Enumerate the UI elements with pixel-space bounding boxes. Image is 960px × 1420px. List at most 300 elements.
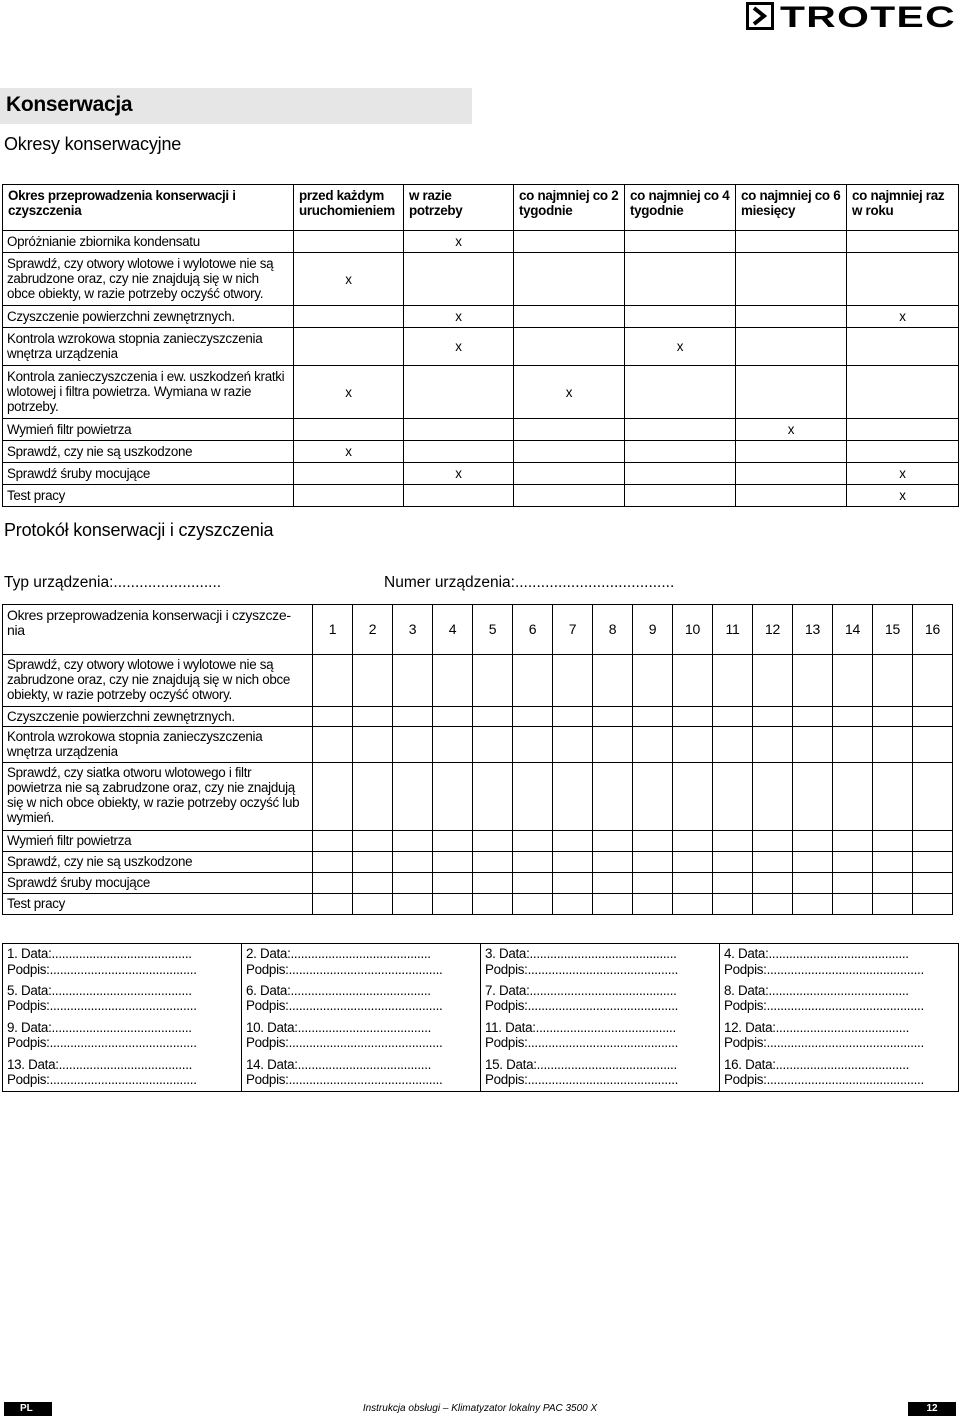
log-task: Test pracy — [3, 894, 313, 915]
signature-row — [3, 1055, 959, 1092]
log-cell — [673, 894, 713, 915]
date-field: 5. Data:......................................... — [7, 982, 192, 998]
date-field: 6. Data:......................................... — [246, 982, 431, 998]
log-cell — [313, 852, 353, 873]
signature-cell — [3, 1018, 242, 1055]
log-cell — [433, 707, 473, 727]
log-cell — [433, 763, 473, 831]
date-field: 2. Data:......................................... — [246, 946, 431, 961]
log-cell — [633, 873, 673, 894]
log-cell — [713, 873, 753, 894]
log-cell — [793, 831, 833, 852]
log-cell — [673, 763, 713, 831]
log-cell — [353, 873, 393, 894]
table-row — [3, 763, 953, 831]
schedule-mark — [847, 231, 959, 253]
log-cell — [793, 655, 833, 707]
log-cell — [353, 831, 393, 852]
log-cell — [713, 852, 753, 873]
log-cell — [313, 873, 353, 894]
date-field: 7. Data:........................................... — [485, 982, 677, 998]
schedule-mark: x — [736, 419, 847, 441]
log-cell — [913, 727, 953, 763]
log-cell — [673, 727, 713, 763]
table-row — [3, 873, 953, 894]
signature-field: Podpis:.............................................. — [724, 998, 924, 1013]
log-cell — [513, 894, 553, 915]
schedule-mark — [514, 463, 625, 485]
log-cell — [513, 873, 553, 894]
date-field: 15. Data:......................................... — [485, 1056, 677, 1072]
device-type-field: Typ urządzenia:......................... — [4, 574, 222, 591]
schedule-mark — [847, 253, 959, 306]
log-cell — [473, 655, 513, 707]
schedule-mark: x — [625, 328, 736, 366]
log-task: Sprawdź, czy siatka otworu wlotowego i filtr powietrza nie są zabrudzone oraz, czy nie znajdują się w nich obce obiekty, w razie potrzeby oczyść lub wymień. — [3, 763, 313, 831]
signature-field: Podpis:........................................... — [7, 961, 197, 977]
schedule-mark: x — [847, 306, 959, 328]
log-task: Wymień filtr powietrza — [3, 831, 313, 852]
log-cell — [393, 763, 433, 831]
log-cell — [753, 873, 793, 894]
schedule-mark — [736, 328, 847, 366]
signature-field: Podpis:........................................... — [7, 1072, 197, 1087]
log-header-number: 3 — [393, 605, 433, 655]
log-cell — [353, 655, 393, 707]
log-cell — [473, 727, 513, 763]
schedule-mark — [625, 253, 736, 306]
log-cell — [593, 894, 633, 915]
log-cell — [633, 655, 673, 707]
log-cell — [793, 894, 833, 915]
schedule-mark — [625, 306, 736, 328]
date-field: 8. Data:......................................... — [724, 982, 909, 998]
log-header-number: 10 — [673, 605, 713, 655]
log-cell — [553, 852, 593, 873]
log-cell — [873, 763, 913, 831]
page-title: Konserwacja — [6, 93, 133, 116]
log-header-number: 6 — [513, 605, 553, 655]
log-header-number: 11 — [713, 605, 753, 655]
date-field: 12. Data:....................................... — [724, 1019, 910, 1035]
schedule-mark — [514, 231, 625, 253]
schedule-mark — [294, 463, 404, 485]
schedule-mark — [514, 441, 625, 463]
log-cell — [833, 852, 873, 873]
log-cell — [473, 894, 513, 915]
schedule-mark — [514, 485, 625, 507]
schedule-header-yearly: co najmniej raz w roku — [847, 185, 959, 231]
log-cell — [673, 655, 713, 707]
schedule-mark — [625, 485, 736, 507]
table-row — [3, 328, 959, 366]
schedule-mark — [404, 485, 514, 507]
log-cell — [473, 852, 513, 873]
log-cell — [593, 655, 633, 707]
log-cell — [913, 894, 953, 915]
log-header-number: 7 — [553, 605, 593, 655]
log-cell — [633, 852, 673, 873]
log-cell — [833, 763, 873, 831]
log-cell — [873, 894, 913, 915]
date-field: 1. Data:......................................... — [7, 946, 192, 961]
log-cell — [553, 763, 593, 831]
table-row — [3, 231, 959, 253]
log-cell — [553, 655, 593, 707]
log-cell — [513, 655, 553, 707]
signature-field: Podpis:............................................. — [246, 1072, 443, 1087]
signature-cell — [481, 1055, 720, 1092]
schedule-header-4-weeks: co najmniej co 4 tygodnie — [625, 185, 736, 231]
table-row — [3, 366, 959, 419]
log-cell — [713, 831, 753, 852]
log-task: Sprawdź, czy nie są uszkodzone — [3, 852, 313, 873]
schedule-mark — [404, 253, 514, 306]
schedule-mark — [625, 419, 736, 441]
log-cell — [393, 727, 433, 763]
log-cell — [593, 873, 633, 894]
table-row — [3, 463, 959, 485]
log-cell — [873, 852, 913, 873]
log-cell — [353, 763, 393, 831]
schedule-mark — [404, 366, 514, 419]
schedule-mark: x — [847, 463, 959, 485]
log-cell — [713, 655, 753, 707]
log-cell — [393, 873, 433, 894]
log-cell — [433, 852, 473, 873]
schedule-mark — [514, 253, 625, 306]
log-cell — [873, 727, 913, 763]
signature-row — [3, 981, 959, 1018]
signature-cell — [242, 1055, 481, 1092]
schedule-mark: x — [294, 366, 404, 419]
schedule-mark — [736, 253, 847, 306]
schedule-mark — [294, 306, 404, 328]
log-cell — [553, 873, 593, 894]
schedule-mark — [736, 231, 847, 253]
log-cell — [433, 727, 473, 763]
log-cell — [833, 894, 873, 915]
schedule-mark — [514, 306, 625, 328]
log-cell — [833, 873, 873, 894]
log-cell — [913, 655, 953, 707]
log-cell — [793, 852, 833, 873]
log-cell — [873, 831, 913, 852]
log-header-number: 12 — [753, 605, 793, 655]
table-row — [3, 727, 953, 763]
table-row — [3, 306, 959, 328]
signature-cell — [242, 944, 481, 981]
schedule-task: Test pracy — [3, 485, 294, 507]
schedule-mark — [514, 328, 625, 366]
log-cell — [473, 763, 513, 831]
log-cell — [833, 727, 873, 763]
schedule-mark — [847, 441, 959, 463]
table-row — [3, 441, 959, 463]
log-header-number: 16 — [913, 605, 953, 655]
log-cell — [513, 707, 553, 727]
title-bar — [0, 88, 472, 124]
signature-field: Podpis:............................................ — [485, 961, 679, 977]
signature-cell — [3, 981, 242, 1018]
log-cell — [913, 831, 953, 852]
schedule-mark — [847, 419, 959, 441]
signature-field: Podpis:............................................ — [485, 998, 679, 1013]
document-title: Instrukcja obsługi – Klimatyzator lokalny PAC 3500 X — [362, 1403, 598, 1414]
schedule-header-6-months: co najmniej co 6 miesięcy — [736, 185, 847, 231]
schedule-mark — [736, 306, 847, 328]
schedule-mark — [736, 485, 847, 507]
date-field: 10. Data:....................................... — [246, 1019, 432, 1035]
log-cell — [753, 831, 793, 852]
log-cell — [673, 852, 713, 873]
schedule-task: Sprawdź śruby mocujące — [3, 463, 294, 485]
log-cell — [713, 894, 753, 915]
log-cell — [593, 763, 633, 831]
log-cell — [433, 655, 473, 707]
maintenance-log-table — [2, 604, 953, 915]
log-cell — [873, 707, 913, 727]
table-row — [3, 419, 959, 441]
log-cell — [353, 894, 393, 915]
table-row — [3, 655, 953, 707]
schedule-mark — [847, 328, 959, 366]
signature-field: Podpis:............................................ — [485, 1072, 679, 1087]
schedule-mark — [404, 441, 514, 463]
log-cell — [513, 831, 553, 852]
schedule-task: Wymień filtr powietrza — [3, 419, 294, 441]
date-field: 4. Data:......................................... — [724, 946, 909, 961]
log-cell — [393, 707, 433, 727]
log-cell — [633, 894, 673, 915]
schedule-mark — [625, 231, 736, 253]
log-cell — [633, 727, 673, 763]
schedule-task: Sprawdź, czy otwory wlotowe i wylotowe nie są zabrudzone oraz, czy nie znajdują się w nich obce obiekty, w razie potrzeby oczyść otwory. — [3, 253, 294, 306]
signature-field: Podpis:.............................................. — [724, 961, 924, 977]
log-header-number: 2 — [353, 605, 393, 655]
date-field: 11. Data:......................................... — [485, 1019, 676, 1035]
log-cell — [553, 707, 593, 727]
log-cell — [873, 655, 913, 707]
schedule-header-before-start: przed każdym uruchomieniem — [294, 185, 404, 231]
log-header-number: 13 — [793, 605, 833, 655]
page-subtitle: Okresy konserwacyjne — [4, 134, 182, 154]
signature-field: Podpis:........................................... — [7, 1035, 197, 1050]
table-row — [3, 831, 953, 852]
log-cell — [633, 763, 673, 831]
log-cell — [433, 894, 473, 915]
log-cell — [433, 831, 473, 852]
schedule-mark — [514, 419, 625, 441]
log-cell — [673, 831, 713, 852]
log-cell — [313, 727, 353, 763]
table-row — [3, 894, 953, 915]
schedule-task: Opróżnianie zbiornika kondensatu — [3, 231, 294, 253]
log-header-number: 8 — [593, 605, 633, 655]
log-cell — [353, 707, 393, 727]
log-cell — [473, 831, 513, 852]
log-task: Sprawdź, czy otwory wlotowe i wylotowe nie są zabrudzone oraz, czy nie znajdują się w nich obce obiekty, w razie potrzeby oczyść otwory. — [3, 655, 313, 707]
schedule-mark — [736, 366, 847, 419]
schedule-task: Sprawdź, czy nie są uszkodzone — [3, 441, 294, 463]
log-header-number: 5 — [473, 605, 513, 655]
log-cell — [633, 831, 673, 852]
signature-table — [2, 943, 959, 1092]
log-cell — [793, 763, 833, 831]
log-cell — [833, 707, 873, 727]
schedule-mark — [736, 441, 847, 463]
log-cell — [713, 707, 753, 727]
log-header-row — [3, 605, 953, 655]
log-cell — [793, 873, 833, 894]
schedule-mark: x — [294, 441, 404, 463]
signature-field: Podpis:............................................ — [485, 1035, 679, 1050]
schedule-header-row — [3, 185, 959, 231]
signature-field: Podpis:.............................................. — [724, 1035, 924, 1050]
schedule-task: Kontrola zanieczyszczenia i ew. uszkodzeń kratki wlotowej i filtra powietrza. Wymiana w razie potrzeby. — [3, 366, 294, 419]
schedule-header-2-weeks: co najmniej co 2 tygodnie — [514, 185, 625, 231]
log-header-number: 1 — [313, 605, 353, 655]
schedule-mark: x — [294, 253, 404, 306]
log-cell — [553, 727, 593, 763]
schedule-mark: x — [404, 231, 514, 253]
log-cell — [553, 831, 593, 852]
signature-field: Podpis:.............................................. — [724, 1072, 924, 1087]
log-cell — [513, 727, 553, 763]
log-cell — [313, 894, 353, 915]
log-cell — [593, 852, 633, 873]
schedule-task: Kontrola wzrokowa stopnia zanieczyszczenia wnętrza urządzenia — [3, 328, 294, 366]
log-cell — [313, 707, 353, 727]
signature-cell — [720, 944, 959, 981]
schedule-task: Czyszczenie powierzchni zewnętrznych. — [3, 306, 294, 328]
log-cell — [473, 707, 513, 727]
log-cell — [753, 707, 793, 727]
signature-cell — [720, 1055, 959, 1092]
log-cell — [913, 763, 953, 831]
log-header-period: Okres przeprowadzenia konserwacji i czyszcze-nia — [3, 605, 313, 655]
log-cell — [513, 763, 553, 831]
schedule-mark — [736, 463, 847, 485]
log-cell — [593, 707, 633, 727]
schedule-mark: x — [514, 366, 625, 419]
log-header-number: 4 — [433, 605, 473, 655]
schedule-mark — [294, 328, 404, 366]
log-cell — [713, 727, 753, 763]
log-cell — [353, 852, 393, 873]
log-cell — [753, 655, 793, 707]
log-cell — [873, 873, 913, 894]
log-cell — [753, 852, 793, 873]
log-cell — [793, 707, 833, 727]
signature-row — [3, 1018, 959, 1055]
log-cell — [913, 873, 953, 894]
log-header-number: 9 — [633, 605, 673, 655]
schedule-mark: x — [847, 485, 959, 507]
log-cell — [313, 763, 353, 831]
trotec-logo — [746, 2, 958, 30]
signature-row — [3, 944, 959, 981]
log-cell — [753, 763, 793, 831]
log-cell — [313, 831, 353, 852]
log-task: Czyszczenie powierzchni zewnętrznych. — [3, 707, 313, 727]
log-cell — [833, 655, 873, 707]
signature-cell — [481, 981, 720, 1018]
log-cell — [393, 655, 433, 707]
schedule-mark: x — [404, 306, 514, 328]
log-cell — [793, 727, 833, 763]
date-field: 14. Data:....................................... — [246, 1056, 432, 1072]
schedule-mark: x — [404, 463, 514, 485]
schedule-mark — [625, 366, 736, 419]
schedule-mark — [294, 485, 404, 507]
log-cell — [313, 655, 353, 707]
signature-field: Podpis:............................................. — [246, 998, 443, 1013]
date-field: 16. Data:....................................... — [724, 1056, 910, 1072]
log-cell — [633, 707, 673, 727]
signature-cell — [720, 981, 959, 1018]
log-cell — [673, 707, 713, 727]
schedule-mark: x — [404, 328, 514, 366]
signature-cell — [3, 944, 242, 981]
logo-text: TROTEC — [780, 2, 956, 30]
log-cell — [393, 852, 433, 873]
schedule-header-as-needed: w razie potrzeby — [404, 185, 514, 231]
log-cell — [393, 831, 433, 852]
log-section-title: Protokół konserwacji i czyszczenia — [4, 520, 274, 540]
log-cell — [913, 852, 953, 873]
signature-cell — [3, 1055, 242, 1092]
log-cell — [593, 831, 633, 852]
schedule-mark — [847, 366, 959, 419]
log-cell — [473, 873, 513, 894]
log-task: Sprawdź śruby mocujące — [3, 873, 313, 894]
date-field: 9. Data:......................................... — [7, 1019, 192, 1035]
log-cell — [593, 727, 633, 763]
log-cell — [433, 873, 473, 894]
signature-cell — [481, 1018, 720, 1055]
log-cell — [553, 894, 593, 915]
table-row — [3, 852, 953, 873]
device-number-field: Numer urządzenia:..................................... — [384, 574, 675, 591]
log-cell — [753, 894, 793, 915]
schedule-mark — [294, 231, 404, 253]
log-header-number: 15 — [873, 605, 913, 655]
log-cell — [753, 727, 793, 763]
log-cell — [913, 707, 953, 727]
table-row — [3, 253, 959, 306]
signature-cell — [481, 944, 720, 981]
signature-field: Podpis:............................................. — [246, 1035, 443, 1050]
log-cell — [393, 894, 433, 915]
log-cell — [713, 763, 753, 831]
page-footer — [4, 1402, 956, 1416]
date-field: 3. Data:........................................... — [485, 946, 677, 961]
schedule-header-period: Okres przeprowadzenia konserwacji i czyszczenia — [3, 185, 294, 231]
maintenance-schedule-table — [2, 184, 959, 507]
schedule-mark — [625, 463, 736, 485]
log-cell — [673, 873, 713, 894]
signature-cell — [720, 1018, 959, 1055]
schedule-mark — [404, 419, 514, 441]
table-row — [3, 485, 959, 507]
log-cell — [833, 831, 873, 852]
schedule-mark — [625, 441, 736, 463]
signature-field: Podpis:........................................... — [7, 998, 197, 1013]
page-number: 12 — [908, 1402, 956, 1416]
log-cell — [353, 727, 393, 763]
language-badge: PL — [4, 1402, 52, 1416]
